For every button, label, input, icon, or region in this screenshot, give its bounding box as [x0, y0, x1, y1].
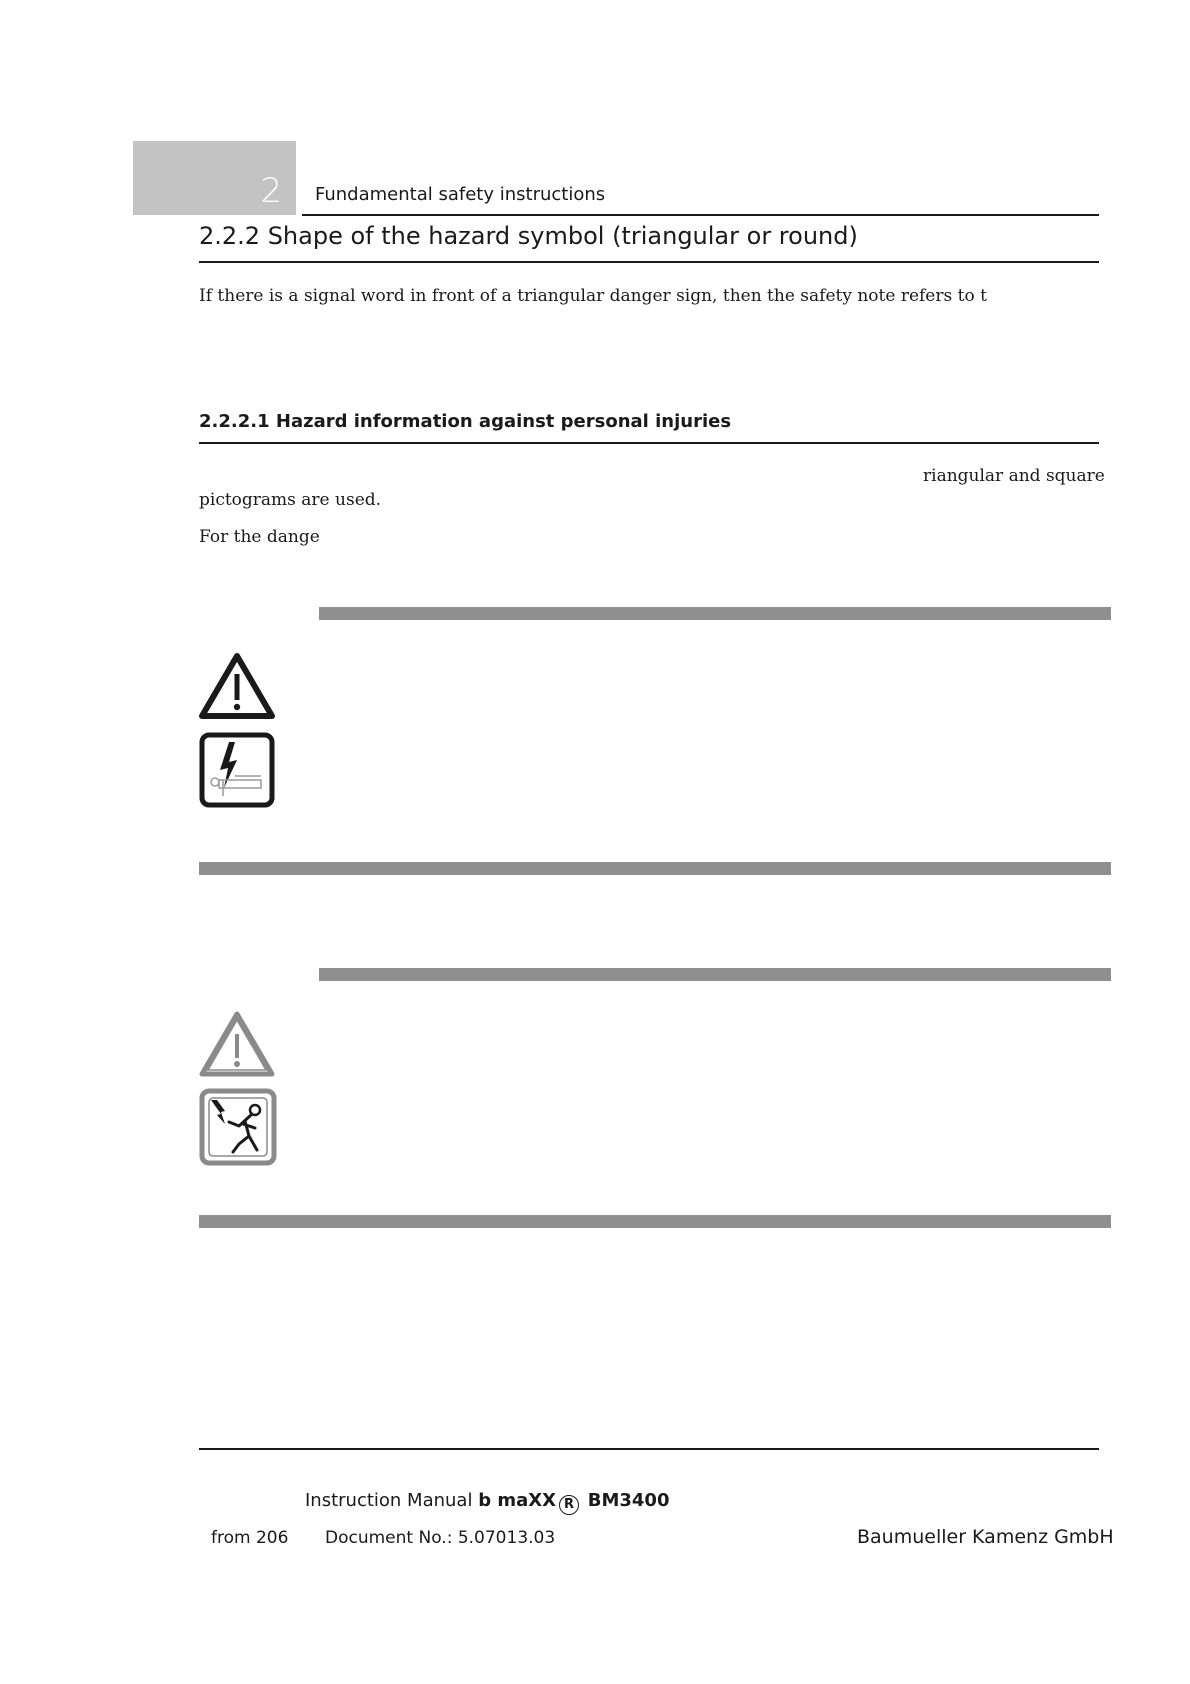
footer-page-from: from 206 [211, 1528, 289, 1548]
electric-shock-person-icon [199, 1088, 277, 1166]
running-title: Fundamental safety instructions [315, 184, 606, 205]
subsection-title: 2.2.2.1 Hazard information against personal injuries [199, 411, 732, 432]
notice-bottom-bar [199, 862, 1111, 875]
notice-top-bar [319, 968, 1111, 981]
manual-prefix: Instruction Manual [305, 1490, 473, 1511]
footer-company: Baumueller Kamenz GmbH [857, 1526, 1114, 1548]
warning-triangle-icon [199, 1010, 275, 1078]
footer-rule [199, 1448, 1099, 1450]
notice-bottom-bar [199, 1215, 1111, 1228]
header-rule [302, 214, 1099, 216]
chapter-number: 2 [260, 171, 282, 211]
subsection-rule [199, 442, 1099, 444]
registered-mark: R [559, 1495, 579, 1515]
chapter-tab [133, 141, 296, 215]
section-title: 2.2.2 Shape of the hazard symbol (triangular or round) [199, 222, 858, 250]
warning-triangle-icon [199, 652, 275, 720]
notice-top-bar [319, 607, 1111, 620]
footer-document-number: Document No.: 5.07013.03 [325, 1528, 556, 1548]
subsection-text-line: pictograms are used. [199, 490, 382, 510]
footer-manual-title [305, 1490, 669, 1515]
brand-name: b maXX [478, 1490, 557, 1511]
hazard-notice-box [199, 968, 1111, 1228]
subsection-text-fragment: riangular and square [923, 466, 1105, 486]
section-rule [199, 261, 1099, 263]
electrical-hazard-hand-icon [199, 732, 275, 808]
section-intro: If there is a signal word in front of a triangular danger sign, then the safety note refers to t [199, 286, 987, 306]
hazard-notice-box [199, 607, 1111, 875]
model-name: BM3400 [587, 1490, 670, 1511]
subsection-text-partial: For the dange [199, 527, 320, 547]
